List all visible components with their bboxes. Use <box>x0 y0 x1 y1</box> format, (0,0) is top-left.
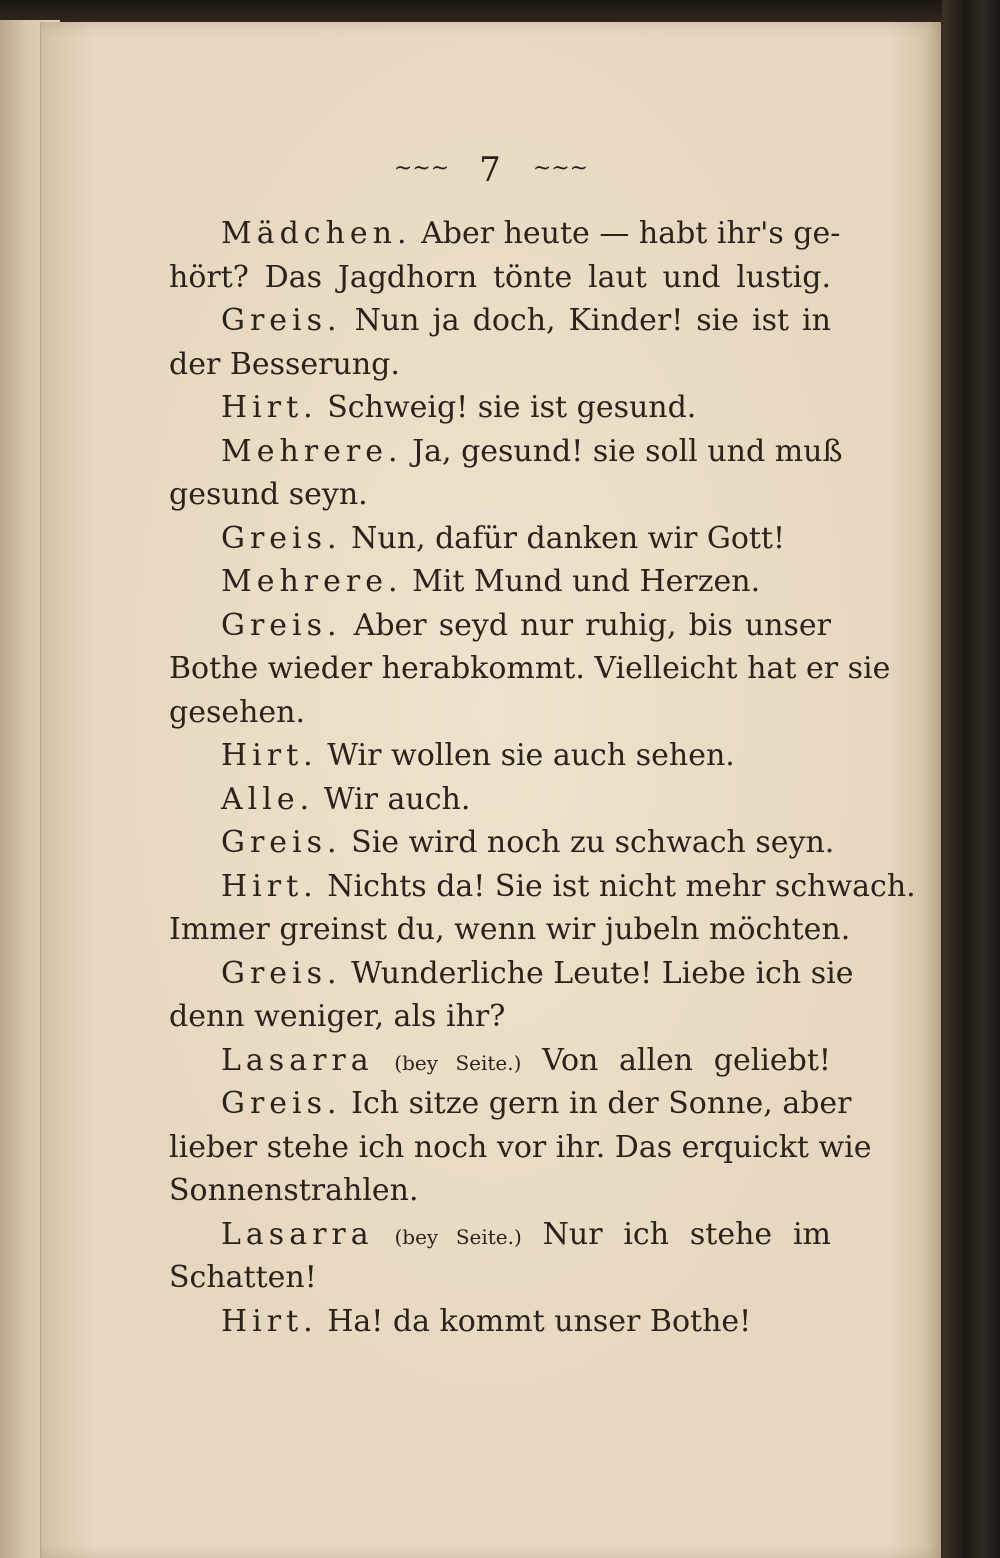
text-line <box>169 430 843 474</box>
text-line <box>169 821 835 865</box>
text-line <box>169 473 831 517</box>
speaker-name: Mehrere. <box>221 433 403 469</box>
header-ornament-right: ~~~ <box>532 156 589 181</box>
line-text: Bothe wieder herabkommt. Vielleicht hat er sie <box>169 651 891 686</box>
line-text: lieber stehe ich noch vor ihr. Das erquickt wie <box>169 1129 872 1165</box>
text-line <box>169 299 831 343</box>
text-line <box>169 343 831 387</box>
speaker-name: Greis. <box>221 520 342 556</box>
line-text: Nichts da! Sie ist nicht mehr schwach. <box>327 868 916 904</box>
speaker-name: Hirt. <box>221 868 318 904</box>
text-line <box>169 778 831 822</box>
book-page <box>40 22 941 1558</box>
line-text: Sonnenstrahlen. <box>169 1173 419 1208</box>
text-line <box>169 734 831 778</box>
line-text: Aber heute — habt ihr's ge- <box>421 216 841 251</box>
text-line <box>169 952 854 996</box>
text-line <box>169 865 916 909</box>
line-text: Ha! da kommt unser Bothe! <box>327 1303 752 1339</box>
speaker-name: Greis. <box>221 825 342 860</box>
page-number: 7 <box>479 150 503 190</box>
text-line <box>169 604 831 648</box>
speaker-name: Greis. <box>221 607 342 643</box>
text-line <box>169 256 831 300</box>
line-text: Sie wird noch zu schwach seyn. <box>351 825 835 860</box>
text-line <box>169 386 831 430</box>
text-line <box>169 1169 831 1213</box>
line-text: Nun, dafür danken wir Gott! <box>351 520 786 556</box>
line-text: Von allen geliebt! <box>542 1042 831 1078</box>
text-line <box>169 517 831 561</box>
header-ornament-left: ~~~ <box>393 156 450 181</box>
line-text: Immer greinst du, wenn wir jubeln möchten. <box>169 912 851 947</box>
speaker-name: Hirt. <box>221 738 318 773</box>
line-text: Wir auch. <box>323 781 471 817</box>
text-line <box>169 647 891 691</box>
line-text: gesehen. <box>169 694 306 730</box>
text-line <box>169 1082 852 1126</box>
text-line <box>169 691 831 735</box>
speaker-name: Greis. <box>221 955 342 991</box>
page-text <box>169 212 916 1343</box>
line-text: hört? Das Jagdhorn tönte laut und lustig. <box>169 259 831 295</box>
text-line <box>169 1039 831 1083</box>
line-text: Nur ich stehe im <box>542 1216 831 1252</box>
text-line <box>169 908 851 952</box>
line-text: der Besserung. <box>169 346 400 382</box>
line-text: Mit Mund und Herzen. <box>412 564 761 599</box>
text-line <box>169 1256 831 1300</box>
page-header <box>41 150 941 190</box>
speaker-name: Lasarra <box>221 1042 374 1078</box>
text-line <box>169 1213 831 1257</box>
speaker-name: Alle. <box>221 781 315 817</box>
speaker-name: Hirt. <box>221 390 318 425</box>
text-line <box>169 560 831 604</box>
line-text: Ich sitze gern in der Sonne, aber <box>351 1086 852 1121</box>
line-text: denn weniger, als ihr? <box>169 999 506 1034</box>
speaker-name: Mädchen. <box>221 216 412 251</box>
line-text: Wunderliche Leute! Liebe ich sie <box>351 955 854 991</box>
text-line <box>169 1300 831 1344</box>
stage-direction: (bey Seite.) <box>394 1050 522 1075</box>
line-text: Aber seyd nur ruhig, bis unser <box>353 607 831 643</box>
speaker-name: Lasarra <box>221 1216 374 1252</box>
speaker-name: Hirt. <box>221 1303 318 1339</box>
line-text: Wir wollen sie auch sehen. <box>327 738 735 773</box>
line-text: Ja, gesund! sie soll und muß <box>412 433 843 469</box>
line-text: Schweig! sie ist gesund. <box>327 390 697 425</box>
line-text: Schatten! <box>169 1260 317 1295</box>
stage-direction: (bey Seite.) <box>394 1224 522 1249</box>
line-text: gesund seyn. <box>169 477 368 512</box>
book-cover-right-edge <box>942 0 1000 1558</box>
line-text: Nun ja doch, Kinder! sie ist in <box>354 303 831 338</box>
speaker-name: Greis. <box>221 303 342 338</box>
text-line <box>169 995 831 1039</box>
speaker-name: Greis. <box>221 1086 342 1121</box>
text-line <box>169 1126 872 1170</box>
speaker-name: Mehrere. <box>221 564 403 599</box>
text-line <box>169 212 841 256</box>
